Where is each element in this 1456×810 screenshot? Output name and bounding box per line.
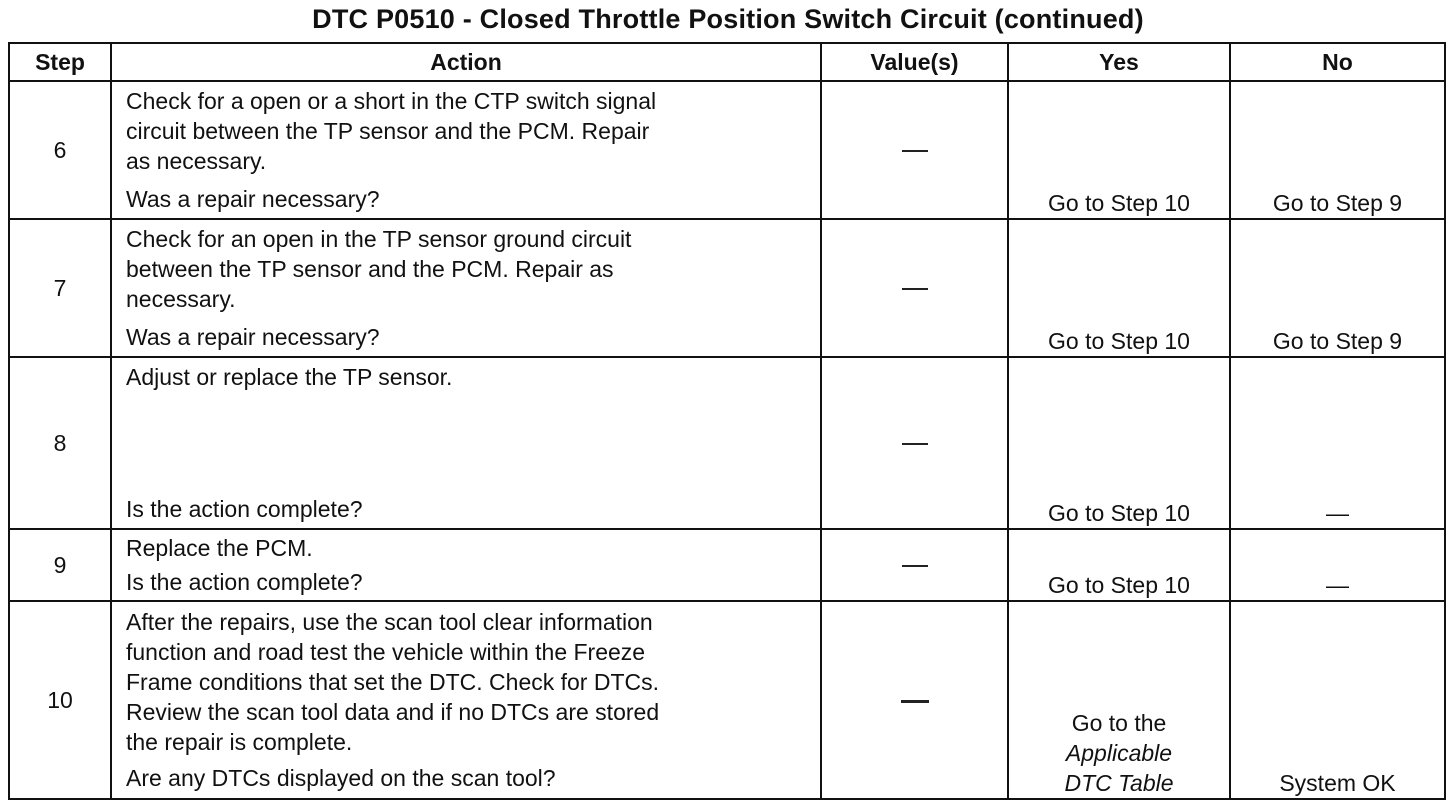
table-row: [9, 529, 1445, 601]
no-text: —: [1326, 500, 1349, 526]
table-header-row: [9, 43, 1445, 81]
value-cell: [821, 357, 1008, 529]
no-cell: [1230, 601, 1445, 799]
action-text: Replace the PCM.: [126, 535, 313, 561]
table-row: [9, 357, 1445, 529]
value-dash: [902, 288, 928, 290]
action-text: as necessary.: [126, 148, 267, 174]
step-number: 7: [9, 219, 111, 357]
header-step: Step: [9, 43, 111, 81]
yes-cell: [1008, 219, 1230, 357]
action-cell: [111, 81, 821, 219]
no-text: —: [1326, 572, 1349, 598]
action-text: Adjust or replace the TP sensor.: [126, 364, 453, 390]
yes-text: Go to Step 10: [1048, 190, 1190, 216]
step-number: 9: [9, 529, 111, 601]
action-text: Frame conditions that set the DTC. Check for DTCs.: [126, 669, 660, 695]
action-text: Check for a open or a short in the CTP switch signal: [126, 88, 657, 114]
table-row: [9, 219, 1445, 357]
header-no: No: [1230, 43, 1445, 81]
yes-cell: [1008, 601, 1230, 799]
value-cell: [821, 81, 1008, 219]
yes-text: DTC Table: [1064, 770, 1174, 796]
step-number: 10: [9, 601, 111, 799]
no-cell: [1230, 529, 1445, 601]
action-text: Check for an open in the TP sensor ground circuit: [126, 226, 632, 252]
value-dash: [902, 565, 928, 567]
no-cell: [1230, 219, 1445, 357]
yes-cell: [1008, 357, 1230, 529]
table-row: [9, 81, 1445, 219]
header-action: Action: [111, 43, 821, 81]
value-dash: [901, 700, 929, 703]
dtc-table: [8, 42, 1446, 800]
action-cell: [111, 219, 821, 357]
page-title: DTC P0510 - Closed Throttle Position Switch Circuit (continued): [312, 4, 1144, 34]
action-question: Was a repair necessary?: [126, 186, 380, 212]
no-cell: [1230, 81, 1445, 219]
action-text: After the repairs, use the scan tool clear information: [126, 609, 653, 635]
action-text: the repair is complete.: [126, 729, 353, 755]
action-text: Review the scan tool data and if no DTCs are stored: [126, 699, 660, 725]
value-cell: [821, 219, 1008, 357]
no-text: Go to Step 9: [1272, 190, 1403, 216]
value-cell: [821, 601, 1008, 799]
yes-text: Applicable: [1065, 740, 1173, 766]
value-dash: [902, 443, 928, 445]
value-dash: [902, 150, 928, 152]
value-cell: [821, 529, 1008, 601]
table-row: [9, 601, 1445, 799]
yes-cell: [1008, 81, 1230, 219]
action-question: Is the action complete?: [126, 496, 363, 522]
no-cell: [1230, 357, 1445, 529]
no-text: System OK: [1279, 770, 1396, 796]
action-question: Are any DTCs displayed on the scan tool?: [126, 765, 556, 791]
yes-cell: [1008, 529, 1230, 601]
action-cell: [111, 357, 821, 529]
action-cell: [111, 601, 821, 799]
action-question: Was a repair necessary?: [126, 324, 380, 350]
step-number: 8: [9, 357, 111, 529]
action-text: between the TP sensor and the PCM. Repair as: [126, 256, 614, 282]
action-text: function and road test the vehicle within the Freeze: [126, 639, 646, 665]
action-text: necessary.: [126, 286, 236, 312]
no-text: Go to Step 9: [1272, 328, 1403, 354]
header-yes: Yes: [1008, 43, 1230, 81]
yes-text: Go to Step 10: [1048, 328, 1190, 354]
action-text: circuit between the TP sensor and the PCM. Repair: [126, 118, 650, 144]
action-cell: [111, 529, 821, 601]
action-question: Is the action complete?: [126, 569, 363, 595]
yes-text: Go to Step 10: [1048, 500, 1190, 526]
yes-text: Go to the: [1071, 710, 1167, 736]
yes-text: Go to Step 10: [1048, 572, 1190, 598]
step-number: 6: [9, 81, 111, 219]
header-values: Value(s): [821, 43, 1008, 81]
